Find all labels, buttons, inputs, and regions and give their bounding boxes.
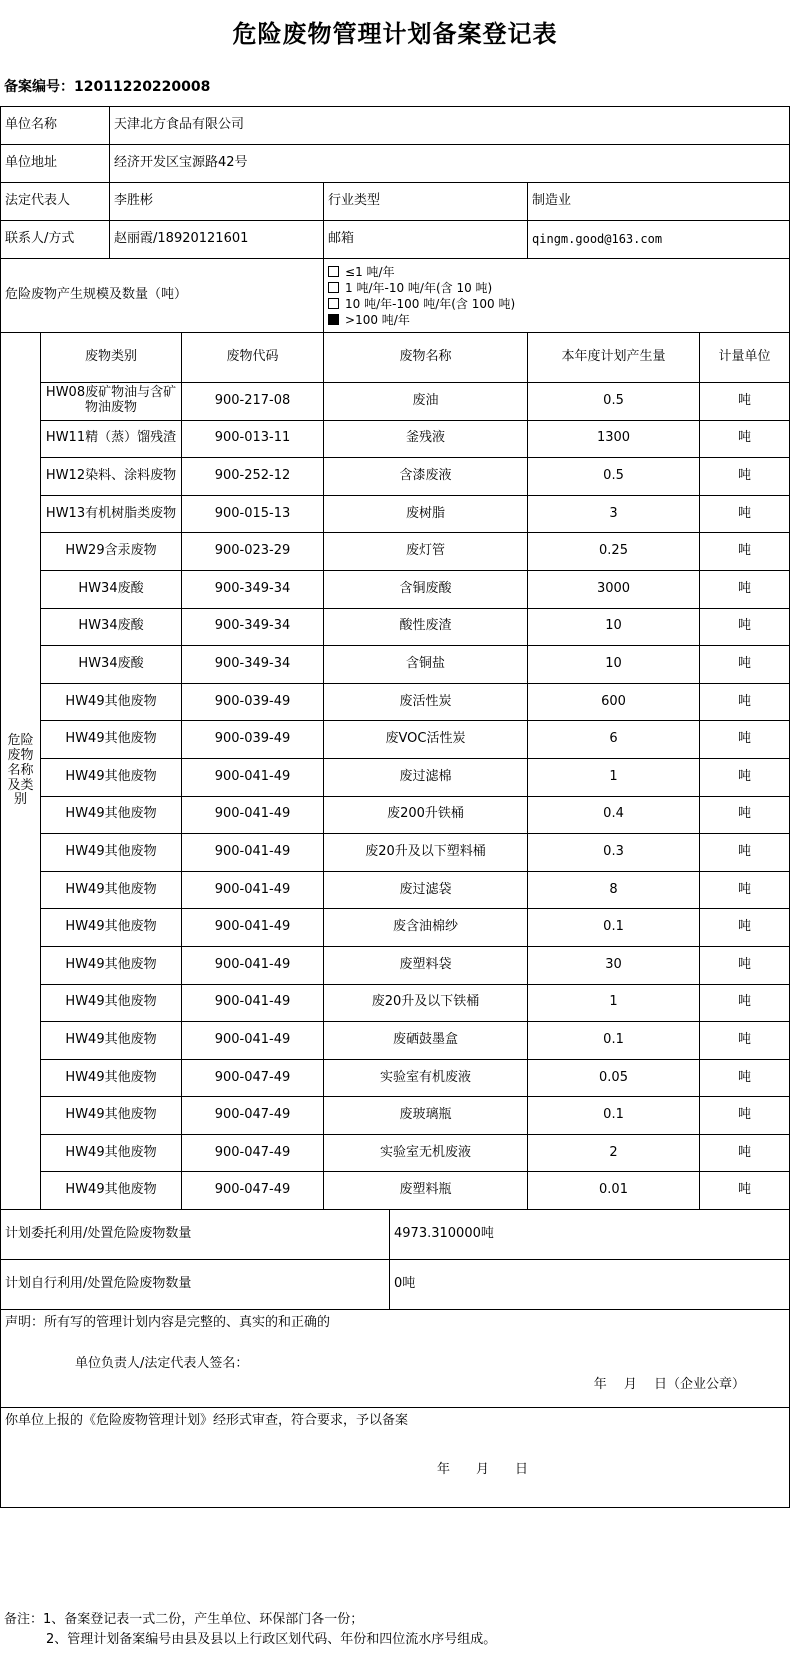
planned-amount: 10 <box>528 608 700 646</box>
waste-code: 900-041-49 <box>182 909 324 947</box>
planned-amount: 0.5 <box>528 383 700 421</box>
waste-category: HW12染料、涂料废物 <box>41 458 182 496</box>
legal-rep-label: 法定代表人 <box>1 183 110 221</box>
planned-amount: 3000 <box>528 570 700 608</box>
table-row <box>1 495 790 533</box>
measure-unit: 吨 <box>700 1134 790 1172</box>
waste-name: 废20升及以下塑料桶 <box>324 834 528 872</box>
scale-option <box>328 296 785 312</box>
table-row <box>1 834 790 872</box>
planned-amount: 6 <box>528 721 700 759</box>
measure-unit: 吨 <box>700 683 790 721</box>
note-line-2: 2、管理计划备案编号由县及县以上行政区划代码、年份和四位流水序号组成。 <box>46 1632 497 1647</box>
waste-code: 900-039-49 <box>182 721 324 759</box>
waste-code: 900-252-12 <box>182 458 324 496</box>
self-label: 计划自行利用/处置危险废物数量 <box>1 1260 390 1310</box>
table-row <box>1 1097 790 1135</box>
measure-unit: 吨 <box>700 984 790 1022</box>
signature-label: 单位负责人/法定代表人签名： <box>75 1356 249 1371</box>
waste-code: 900-023-29 <box>182 533 324 571</box>
planned-amount: 600 <box>528 683 700 721</box>
measure-unit: 吨 <box>700 796 790 834</box>
planned-amount: 10 <box>528 646 700 684</box>
table-row <box>1 1022 790 1060</box>
waste-category: HW49其他废物 <box>41 984 182 1022</box>
table-row <box>1 796 790 834</box>
waste-name: 釜残液 <box>324 420 528 458</box>
unit-name-value: 天津北方食品有限公司 <box>110 107 790 145</box>
measure-unit: 吨 <box>700 646 790 684</box>
scale-option <box>328 264 785 280</box>
measure-unit: 吨 <box>700 946 790 984</box>
waste-code: 900-349-34 <box>182 646 324 684</box>
seal-date: 年 月 日（企业公章） <box>593 1376 746 1392</box>
measure-unit: 吨 <box>700 721 790 759</box>
table-row <box>1 984 790 1022</box>
table-row <box>1 946 790 984</box>
waste-name: 废含油棉纱 <box>324 909 528 947</box>
column-header-name: 废物名称 <box>324 333 528 383</box>
industry-label: 行业类型 <box>324 183 528 221</box>
waste-code: 900-217-08 <box>182 383 324 421</box>
planned-amount: 0.1 <box>528 1097 700 1135</box>
waste-category: HW29含汞废物 <box>41 533 182 571</box>
scale-option <box>328 312 785 328</box>
table-row <box>1 458 790 496</box>
planned-amount: 0.25 <box>528 533 700 571</box>
measure-unit: 吨 <box>700 834 790 872</box>
scale-label: 危险废物产生规模及数量（吨） <box>1 259 324 333</box>
measure-unit: 吨 <box>700 608 790 646</box>
table-row <box>1 721 790 759</box>
planned-amount: 0.1 <box>528 1022 700 1060</box>
waste-category: HW49其他废物 <box>41 1134 182 1172</box>
waste-code: 900-041-49 <box>182 871 324 909</box>
waste-name: 废塑料瓶 <box>324 1172 528 1210</box>
unit-address-value: 经济开发区宝源路42号 <box>110 145 790 183</box>
planned-amount: 0.1 <box>528 909 700 947</box>
planned-amount: 0.4 <box>528 796 700 834</box>
column-header-code: 废物代码 <box>182 333 324 383</box>
unchecked-box-icon <box>328 282 339 293</box>
waste-name: 废硒鼓墨盒 <box>324 1022 528 1060</box>
waste-name: 废油 <box>324 383 528 421</box>
measure-unit: 吨 <box>700 495 790 533</box>
waste-name: 含漆废液 <box>324 458 528 496</box>
waste-code: 900-041-49 <box>182 1022 324 1060</box>
measure-unit: 吨 <box>700 458 790 496</box>
contact-label: 联系人/方式 <box>1 221 110 259</box>
planned-amount: 3 <box>528 495 700 533</box>
waste-name: 废玻璃瓶 <box>324 1097 528 1135</box>
waste-category: HW34废酸 <box>41 570 182 608</box>
column-header-amount: 本年度计划产生量 <box>528 333 700 383</box>
waste-category: HW49其他废物 <box>41 721 182 759</box>
unchecked-box-icon <box>328 298 339 309</box>
table-row <box>1 909 790 947</box>
registration-form-table <box>0 106 790 1508</box>
scale-option-label: 1 吨/年-10 吨/年(含 10 吨) <box>345 280 493 295</box>
planned-amount: 30 <box>528 946 700 984</box>
waste-code: 900-039-49 <box>182 683 324 721</box>
waste-category: HW34废酸 <box>41 646 182 684</box>
waste-code: 900-013-11 <box>182 420 324 458</box>
declaration-text: 声明：所有写的管理计划内容是完整的、真实的和正确的 <box>5 1315 331 1331</box>
table-row <box>1 646 790 684</box>
waste-name: 废过滤棉 <box>324 758 528 796</box>
waste-code: 900-015-13 <box>182 495 324 533</box>
scale-option <box>328 280 785 296</box>
note-line-1: 备注：1、备案登记表一式二份，产生单位、环保部门各一份； <box>4 1612 364 1627</box>
waste-category: HW49其他废物 <box>41 796 182 834</box>
legal-rep-value: 李胜彬 <box>110 183 324 221</box>
form-title: 危险废物管理计划备案登记表 <box>232 20 558 48</box>
email-label: 邮箱 <box>324 221 528 259</box>
waste-name: 实验室有机废液 <box>324 1059 528 1097</box>
waste-category: HW49其他废物 <box>41 1172 182 1210</box>
waste-name: 废VOC活性炭 <box>324 721 528 759</box>
waste-category: HW49其他废物 <box>41 1059 182 1097</box>
unit-name-label: 单位名称 <box>1 107 110 145</box>
planned-amount: 0.05 <box>528 1059 700 1097</box>
planned-amount: 8 <box>528 871 700 909</box>
table-row <box>1 871 790 909</box>
industry-value: 制造业 <box>528 183 790 221</box>
waste-name: 废树脂 <box>324 495 528 533</box>
self-value: 0吨 <box>390 1260 790 1310</box>
waste-category: HW49其他废物 <box>41 871 182 909</box>
unchecked-box-icon <box>328 266 339 277</box>
table-row <box>1 758 790 796</box>
declaration-section <box>1 1310 790 1408</box>
column-header-unit: 计量单位 <box>700 333 790 383</box>
entrusted-label: 计划委托利用/处置危险废物数量 <box>1 1210 390 1260</box>
waste-code: 900-047-49 <box>182 1059 324 1097</box>
measure-unit: 吨 <box>700 570 790 608</box>
side-label: 危险废物名称及类别 <box>1 333 41 1210</box>
waste-category: HW49其他废物 <box>41 758 182 796</box>
measure-unit: 吨 <box>700 1172 790 1210</box>
waste-name: 含铜废酸 <box>324 570 528 608</box>
measure-unit: 吨 <box>700 1022 790 1060</box>
column-header-category: 废物类别 <box>41 333 182 383</box>
checked-box-icon <box>328 314 339 325</box>
scale-options <box>324 259 790 333</box>
waste-name: 废20升及以下铁桶 <box>324 984 528 1022</box>
planned-amount: 1 <box>528 984 700 1022</box>
waste-name: 废过滤袋 <box>324 871 528 909</box>
waste-code: 900-349-34 <box>182 608 324 646</box>
measure-unit: 吨 <box>700 909 790 947</box>
waste-category: HW08废矿物油与含矿物油废物 <box>41 383 182 421</box>
table-row <box>1 383 790 421</box>
measure-unit: 吨 <box>700 533 790 571</box>
waste-name: 废灯管 <box>324 533 528 571</box>
measure-unit: 吨 <box>700 420 790 458</box>
waste-category: HW49其他废物 <box>41 834 182 872</box>
waste-code: 900-047-49 <box>182 1134 324 1172</box>
unit-address-label: 单位地址 <box>1 145 110 183</box>
waste-code: 900-041-49 <box>182 984 324 1022</box>
review-text: 你单位上报的《危险废物管理计划》经形式审查，符合要求，予以备案 <box>5 1413 409 1429</box>
waste-category: HW49其他废物 <box>41 946 182 984</box>
waste-code: 900-041-49 <box>182 796 324 834</box>
waste-name: 废活性炭 <box>324 683 528 721</box>
scale-option-label: 10 吨/年-100 吨/年(含 100 吨) <box>345 296 516 311</box>
measure-unit: 吨 <box>700 383 790 421</box>
table-row <box>1 1059 790 1097</box>
record-number-label: 备案编号： <box>4 79 74 95</box>
planned-amount: 0.3 <box>528 834 700 872</box>
waste-code: 900-041-49 <box>182 834 324 872</box>
waste-category: HW49其他废物 <box>41 1097 182 1135</box>
scale-option-label: >100 吨/年 <box>345 312 410 327</box>
record-number <box>4 76 210 96</box>
entrusted-value: 4973.310000吨 <box>390 1210 790 1260</box>
notes-section <box>4 1610 496 1650</box>
waste-code: 900-041-49 <box>182 758 324 796</box>
table-row <box>1 1172 790 1210</box>
waste-category: HW11精（蒸）馏残渣 <box>41 420 182 458</box>
contact-value: 赵丽霞/18920121601 <box>110 221 324 259</box>
waste-category: HW49其他废物 <box>41 1022 182 1060</box>
waste-code: 900-047-49 <box>182 1097 324 1135</box>
table-row <box>1 683 790 721</box>
planned-amount: 1300 <box>528 420 700 458</box>
email-value: qingm.good@163.com <box>528 221 790 259</box>
waste-name: 实验室无机废液 <box>324 1134 528 1172</box>
waste-code: 900-041-49 <box>182 946 324 984</box>
measure-unit: 吨 <box>700 758 790 796</box>
waste-category: HW34废酸 <box>41 608 182 646</box>
waste-code: 900-349-34 <box>182 570 324 608</box>
waste-category: HW49其他废物 <box>41 683 182 721</box>
planned-amount: 0.01 <box>528 1172 700 1210</box>
review-section <box>1 1408 790 1508</box>
record-number-value: 12011220220008 <box>74 79 211 95</box>
table-row <box>1 1134 790 1172</box>
measure-unit: 吨 <box>700 1059 790 1097</box>
waste-code: 900-047-49 <box>182 1172 324 1210</box>
table-row <box>1 420 790 458</box>
scale-option-label: ≤1 吨/年 <box>345 264 395 279</box>
planned-amount: 1 <box>528 758 700 796</box>
waste-category: HW49其他废物 <box>41 909 182 947</box>
waste-name: 酸性废渣 <box>324 608 528 646</box>
waste-category: HW13有机树脂类废物 <box>41 495 182 533</box>
waste-name: 废塑料袋 <box>324 946 528 984</box>
waste-name: 含铜盐 <box>324 646 528 684</box>
waste-name: 废200升铁桶 <box>324 796 528 834</box>
review-date: 年 月 日 <box>437 1462 529 1477</box>
table-row <box>1 608 790 646</box>
measure-unit: 吨 <box>700 1097 790 1135</box>
table-row <box>1 570 790 608</box>
planned-amount: 2 <box>528 1134 700 1172</box>
measure-unit: 吨 <box>700 871 790 909</box>
table-row <box>1 533 790 571</box>
planned-amount: 0.5 <box>528 458 700 496</box>
